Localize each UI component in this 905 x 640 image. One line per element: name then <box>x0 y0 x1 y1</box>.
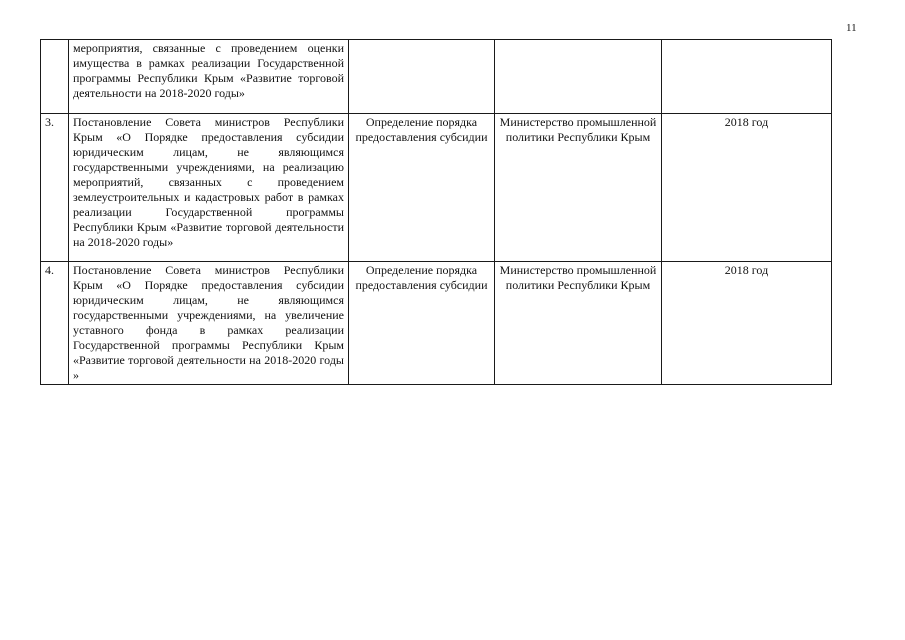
term-cell: 2018 год <box>662 114 832 262</box>
responsible-cell <box>495 40 662 114</box>
purpose-cell: Определение порядка предоставления субсидии <box>349 262 495 385</box>
responsible-cell: Министерство промышленной политики Республики Крым <box>495 114 662 262</box>
document-title-cell: Постановление Совета министров Республики Крым «О Порядке предоставления субсидии юридическим лицам, не являющимся государственными учреждениями, на реализацию мероприятий, связанных с проведением землеустроительных и кадастровых работ в рамках реализации Государственной программы Республики Крым «Развитие торговой деятельности на 2018-2020 годы» <box>69 114 349 262</box>
row-number-cell <box>41 40 69 114</box>
purpose-cell <box>349 40 495 114</box>
table-row <box>41 114 832 262</box>
page-number: 11 <box>846 22 857 34</box>
measures-table <box>40 39 832 385</box>
term-cell: 2018 год <box>662 262 832 385</box>
table-row <box>41 40 832 114</box>
document-title-cell: мероприятия, связанные с проведением оценки имущества в рамках реализации Государственной программы Республики Крым «Развитие торговой деятельности на 2018-2020 годы» <box>69 40 349 114</box>
row-number-cell: 3. <box>41 114 69 262</box>
document-title-cell: Постановление Совета министров Республики Крым «О Порядке предоставления субсидии юридическим лицам, не являющимся государственными учреждениями, на увеличение уставного фонда в рамках реализации Государственной программы Республики Крым «Развитие торговой деятельности на 2018-2020 годы » <box>69 262 349 385</box>
row-number-cell: 4. <box>41 262 69 385</box>
term-cell <box>662 40 832 114</box>
table-row <box>41 262 832 385</box>
purpose-cell: Определение порядка предоставления субсидии <box>349 114 495 262</box>
responsible-cell: Министерство промышленной политики Республики Крым <box>495 262 662 385</box>
